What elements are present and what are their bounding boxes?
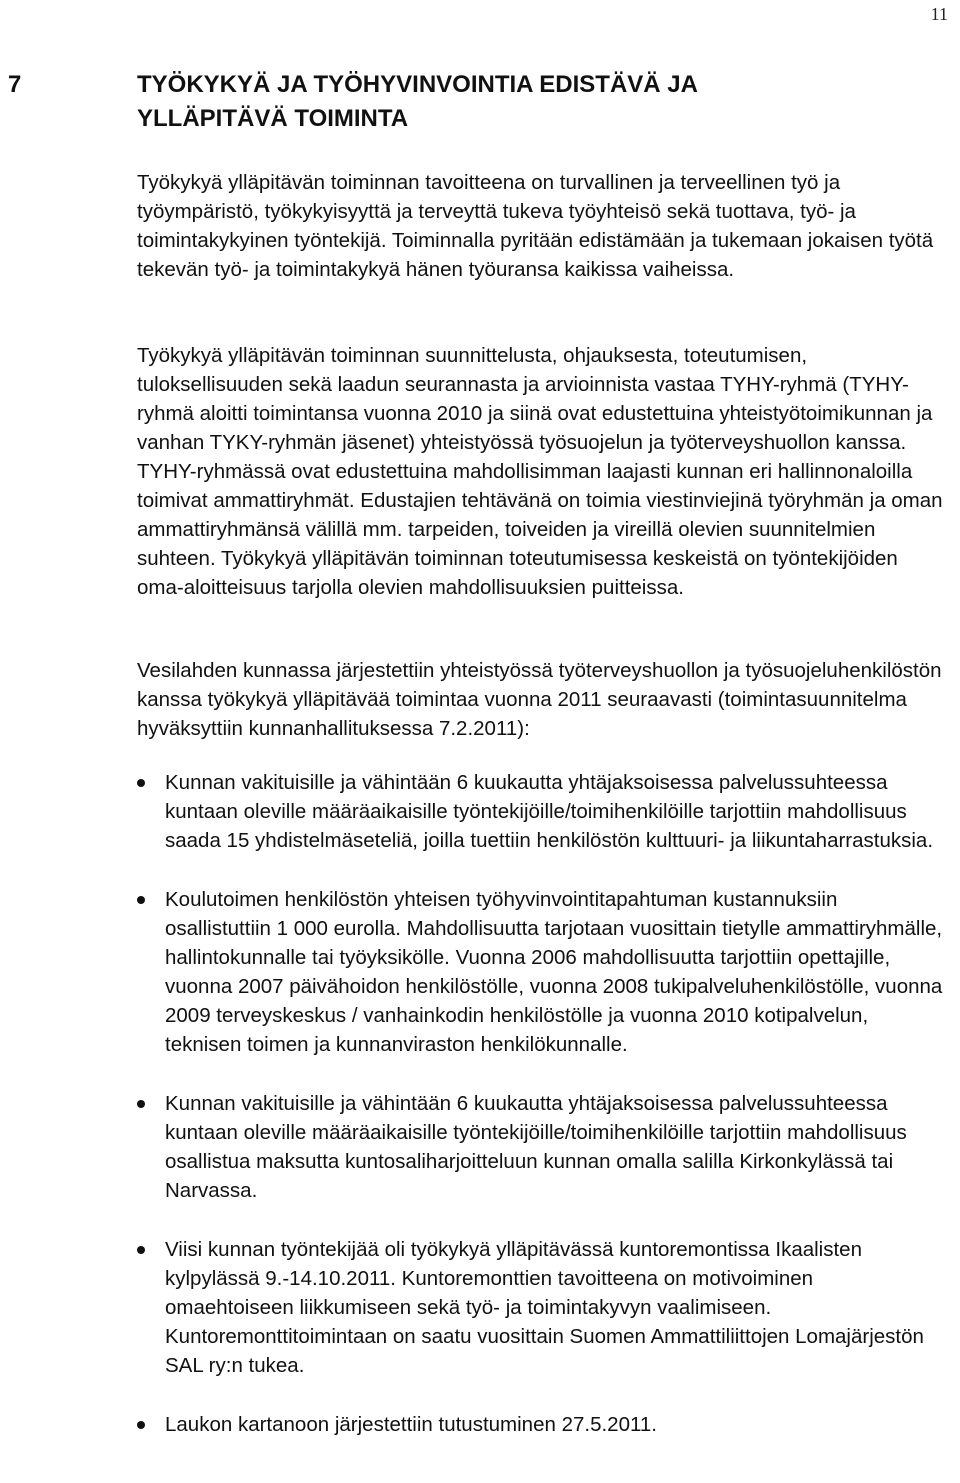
section-title-line-2: YLLÄPITÄVÄ TOIMINTA bbox=[137, 105, 409, 132]
bullet-icon bbox=[137, 896, 145, 904]
list-item bbox=[137, 885, 943, 1059]
section-number: 7 bbox=[8, 71, 22, 98]
list-item-text: Kunnan vakituisille ja vähintään 6 kuukautta yhtäjaksoisessa palvelussuhteessa kuntaan oleville määräaikaisille työntekijöille/toimihenkilöille tarjottiin mahdollisuus saada 15 yhdistelmäseteliä, joilla tuettiin henkilöstön kulttuuri- ja liikuntaharrastuksia. bbox=[165, 771, 934, 852]
bullet-icon bbox=[137, 1246, 145, 1254]
list-item bbox=[137, 1089, 943, 1205]
page-number: 11 bbox=[930, 4, 948, 24]
paragraph-intro: Työkykyä ylläpitävän toiminnan tavoitteena on turvallinen ja terveellinen työ ja työympäristö, työkykyisyyttä ja terveyttä tukeva työyhteisö sekä tuottava, työ- ja toimintakykyinen työntekijä. Toiminnalla pyritään edistämään ja tukemaan jokaisen työtä tekevän työ- ja toimintakykyä hänen työuransa kaikissa vaiheissa. bbox=[137, 171, 934, 281]
section-title-line-1: TYÖKYKYÄ JA TYÖHYVINVOINTIA EDISTÄVÄ JA bbox=[137, 71, 698, 98]
bullet-icon bbox=[137, 779, 145, 787]
paragraph-vesilahti: Vesilahden kunnassa järjestettiin yhteistyössä työterveyshuollon ja työsuojeluhenkilöstön kanssa työkykyä ylläpitävää toimintaa vuonna 2011 seuraavasti (toimintasuunnitelma hyväksyttiin kunnanhallituksessa 7.2.2011): bbox=[137, 659, 942, 740]
bullet-icon bbox=[137, 1100, 145, 1108]
list-item bbox=[137, 768, 943, 855]
paragraph-tyhy-group: Työkykyä ylläpitävän toiminnan suunnittelusta, ohjauksesta, toteutumisen, tuloksellisuuden sekä laadun seurannasta ja arvioinnista vastaa TYHY-ryhmä (TYHY-ryhmä aloitti toimintansa vuonna 2010 ja siinä ovat edustettuina yhteistyötoimikunnan ja vanhan TYKY-ryhmän jäsenet) yhteistyössä työsuojelun ja työterveyshuollon kanssa. TYHY-ryhmässä ovat edustettuina mahdollisimman laajasti kunnan eri hallinnonaloilla toimivat ammattiryhmät. Edustajien tehtävänä on toimia viestinviejinä työryhmän ja oman ammattiryhmänsä välillä mm. tarpeiden, toiveiden ja vireillä olevien suunnitelmien suhteen. Työkykyä ylläpitävän toiminnan toteutumisessa keskeistä on työntekijöiden oma-aloitteisuus tarjolla olevien mahdollisuuksien puitteissa. bbox=[137, 344, 943, 599]
list-item-text: Koulutoimen henkilöstön yhteisen työhyvinvointitapahtuman kustannuksiin osallistuttiin 1 000 eurolla. Mahdollisuutta tarjotaan vuosittain tietylle ammattiryhmälle, hallintokunnalle tai työyksikölle. Vuonna 2006 mahdollisuutta tarjottiin opettajille, vuonna 2007 päivähoidon henkilöstölle, vuonna 2008 tukipalveluhenkilöstölle, vuonna 2009 terveyskeskus / vanhainkodin henkilöstölle ja vuonna 2010 kotipalvelun, teknisen toimen ja kunnanviraston henkilökunnalle. bbox=[165, 888, 943, 1056]
activity-list bbox=[137, 768, 943, 1439]
list-item bbox=[137, 1410, 943, 1439]
section-title bbox=[137, 68, 917, 136]
bullet-icon bbox=[137, 1421, 145, 1429]
list-item-text: Laukon kartanoon järjestettiin tutustuminen 27.5.2011. bbox=[165, 1413, 657, 1436]
list-item bbox=[137, 1235, 943, 1380]
list-item-text: Viisi kunnan työntekijää oli työkykyä ylläpitävässä kuntoremontissa Ikaalisten kylpylässä 9.-14.10.2011. Kuntoremonttien tavoitteena on motivoiminen omaehtoiseen liikkumiseen sekä työ- ja toimintakyvyn vaalimiseen. Kuntoremonttitoimintaan on saatu vuosittain Suomen Ammattiliittojen Lomajärjestön SAL ry:n tukea. bbox=[165, 1238, 924, 1377]
list-item-text: Kunnan vakituisille ja vähintään 6 kuukautta yhtäjaksoisessa palvelussuhteessa kuntaan oleville määräaikaisille työntekijöille/toimihenkilöille tarjottiin mahdollisuus osallistua maksutta kuntosaliharjoitteluun kunnan omalla salilla Kirkonkylässä tai Narvassa. bbox=[165, 1092, 907, 1202]
